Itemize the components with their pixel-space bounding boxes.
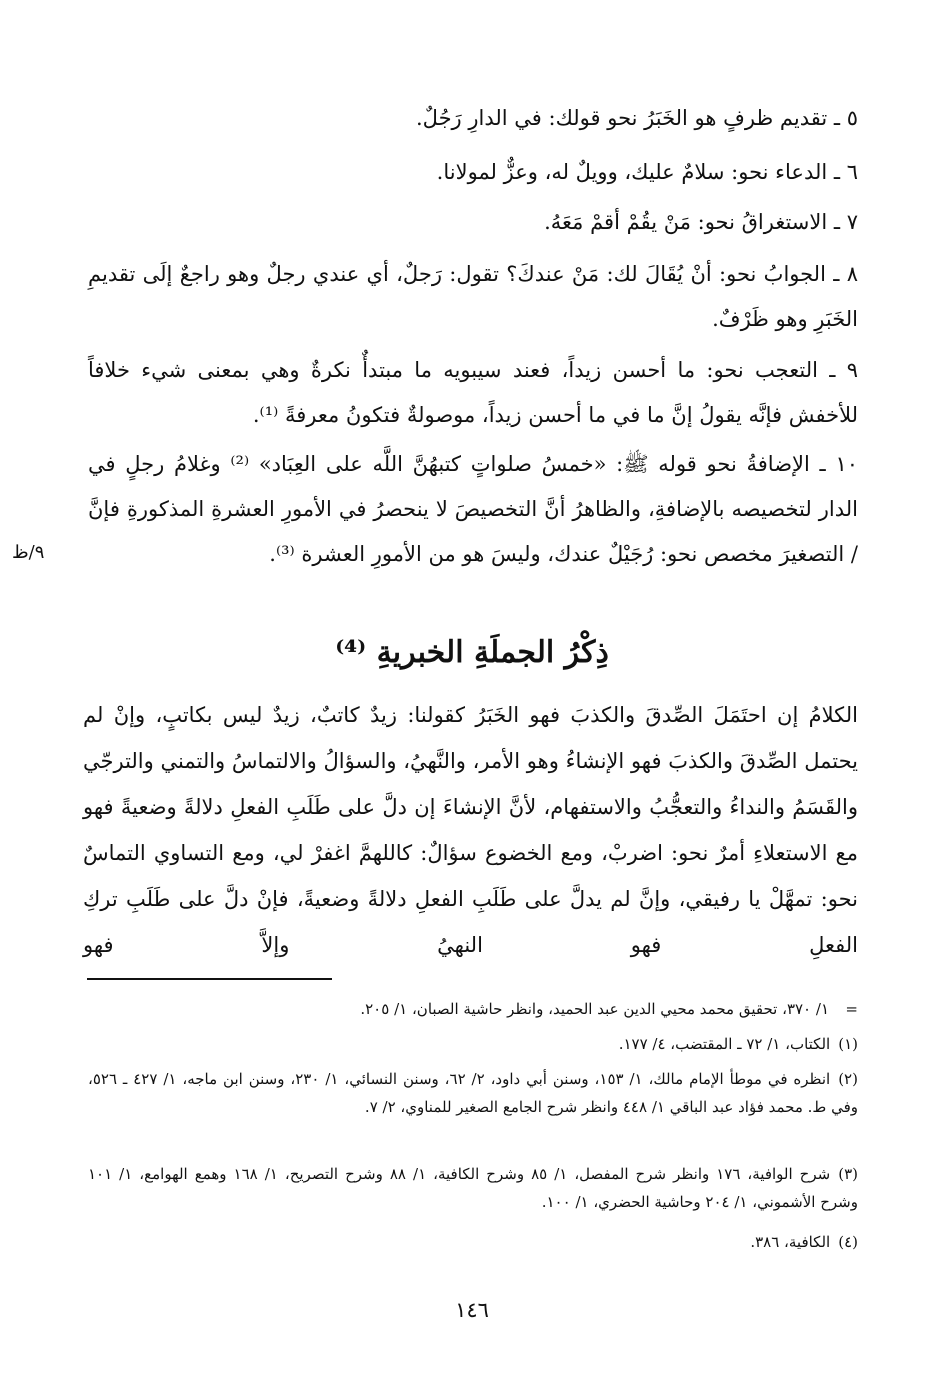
list-item-5: ٥ ـ تقديم ظرفٍ هو الخَبَرُ نحو قولك: في الدارِ رَجُلٌ. <box>416 106 858 130</box>
footnote-number: (٢) <box>838 1070 858 1088</box>
footnote-number: (٣) <box>838 1165 858 1183</box>
footnote-1 <box>88 1030 858 1058</box>
list-item-8: ٨ ـ الجوابُ نحو: أنْ يُقَالَ لك: مَنْ عندكَ؟ تقول: رَجلٌ، أي عندي رجلٌ وهو راجعٌ إلَى تقديمِ الخَبَرِ وهو ظَرْفٌ. <box>88 262 858 331</box>
margin-folio-note: ٩/ظ <box>12 542 45 563</box>
footnote-text: الكافية، ٣٨٦. <box>750 1233 831 1251</box>
body-paragraph: الكلامُ إن احتَمَلَ الصِّدقَ والكذبَ فهو الخَبَرُ كقولنا: زيدٌ كاتبٌ، زيدٌ ليس بكاتبٍ، وإنْ لم يحتمل الصِّدقَ والكذبَ فهو الإنشاءُ وهو الأمر، والنَّهيُ، والسؤالُ والالتماسُ والتمني والترجّي والقَسَمُ والنداءُ والتعجُّبُ والاستفهام، لأنَّ الإنشاءَ إن دلَّ على طَلَبِ الفعلِ دلالةً وضعيةً فهو مع الاستعلاءِ أمرٌ نحو: اضربْ، ومع الخضوع سؤالٌ: كاللهمَّ اغفرْ لي، ومع التساوي التماسٌ نحو: تمهَّلْ يا رفيقي، وإنَّ لم يدلَّ على طَلَبِ الفعلِ دلالةً وضعيةً، فإنْ دلَّ على طَلَبِ تركِ الفعلِ فهو النهيُ وإلاَّ فهو <box>83 703 858 957</box>
list-item-9: ٩ ـ التعجب نحو: ما أحسن زيداً، فعند سيبويه ما مبتدأٌ نكرةٌ وهي بمعنى شيء خلافاً للأخفش فإنَّه يقولُ إنَّ ما في ما أحسن زيداً، موصولةٌ فتكونُ معرفةً ⁽¹⁾. <box>88 358 858 427</box>
footnote-text: انظره في موطأ الإمام مالك، ١/ ١٥٣، وسنن أبي داود، ٢/ ٦٢، وسنن النسائي، ١/ ٢٣٠، وسنن ابن ماجه، ١/ ٤٢٧ ـ ٥٢٦، وفي ط. محمد فؤاد عبد الباقي ١/ ٤٤٨ وانظر شرح الجامع الصغير للمناوي، ٢/ ٧. <box>88 1070 858 1116</box>
footnote-number: (٤) <box>838 1233 858 1251</box>
footnote-4 <box>88 1228 858 1256</box>
section-heading: ذِكْرُ الجملَةِ الخبريةِ ⁽⁴⁾ <box>335 635 609 670</box>
footnote-2 <box>88 1065 858 1121</box>
list-item-6: ٦ ـ الدعاء نحو: سلامٌ عليك، وويلٌ له، وعزٌّ لمولانا. <box>436 160 858 184</box>
footnote-number: (١) <box>838 1035 858 1053</box>
list-item-10: ١٠ ـ الإضافةُ نحو قوله ﷺ: «خمسُ صلواتٍ كتبهُنَّ اللَّه على العِبَاد» ⁽²⁾ وغلامُ رجلٍ في الدار لتخصيصه بالإضافةِ، والظاهرُ أنَّ التخصيصَ لا ينحصرُ في الأمورِ العشرةِ المذكورةِ فإنَّ / التصغيرَ مخصص نحو: رُجَيْلٌ عندك، وليسَ هو من الأمورِ العشرة ⁽³⁾. <box>88 452 858 566</box>
footnote-text: شرح الوافية، ١٧٦ وانظر شرح المفصل، ١/ ٨٥ وشرح الكافية، ١/ ٨٨ وشرح التصريح، ١/ ١٦٨ وهمع الهوامع، ١/ ١٠١ وشرح الأشموني، ١/ ٢٠٤ وحاشية الحضري، ١/ ١٠٠. <box>88 1165 858 1211</box>
footnote-separator <box>87 978 332 980</box>
page-number: ١٤٦ <box>455 1298 489 1322</box>
footnote-continuation: ١/ ٣٧٠، تحقيق محمد محيي الدين عبد الحميد، وانظر حاشية الصبان، ١/ ٢٠٥. <box>360 1000 829 1018</box>
footnote-continuation-marker: = <box>845 1000 858 1018</box>
footnote-text: الكتاب، ١/ ٧٢ ـ المقتضب، ٤/ ١٧٧. <box>618 1035 831 1053</box>
footnote-3 <box>88 1160 858 1216</box>
list-item-7: ٧ ـ الاستغراقُ نحو: مَنْ يقُمْ أقمْ مَعَهُ. <box>544 210 858 234</box>
